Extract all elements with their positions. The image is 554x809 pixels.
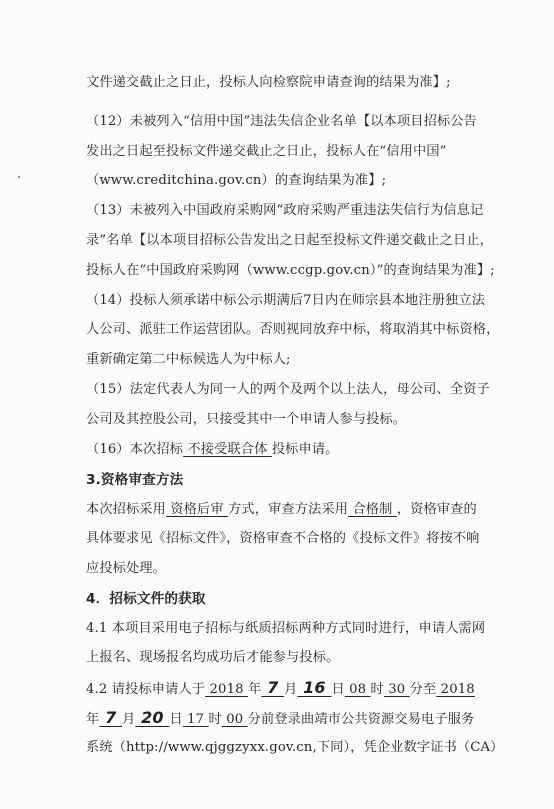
section3-line-2: 具体要求见《招标文件》，资格审查不合格的《投标文件》将按不响 [86,531,480,546]
end-month-fill: 7 [99,708,123,727]
section4-p2-line-1 [86,678,475,700]
start-month-fill: 7 [261,678,285,697]
section4-p1-line-2: 上报名、现场报名均成功后才能参与投标。 [86,650,340,665]
year-label: 年 [248,682,262,697]
minute-to-label: 分至 [409,682,437,697]
text-line-12: 公司及其控股公司，只接受其中一个申请人参与投标。 [86,412,407,427]
day-label: 日 [331,682,345,697]
section4-p2-line-3: 系统（http://www.qjggzyxx.gov.cn,下同），凭企业数字证书（CA） [86,740,504,755]
review-method-fill: 合格制 [348,502,397,517]
year-label-2: 年 [86,712,100,727]
start-minute-fill: 30 [383,682,410,697]
section4-p1-line-1: 4.1 本项目采用电子招标与纸质招标两种方式同时进行，申请人需网 [86,621,486,636]
text-line-11: （15）法定代表人为同一人的两个及两个以上法人，母公司、全资子 [86,382,490,397]
section3-line-3: 应投标处理。 [86,561,167,576]
end-year-fill: 2018 [436,682,475,697]
item16-fill: 不接受联合体 [183,442,272,457]
p2-suffix: 分前登录曲靖市公共资源交易电子服务 [247,712,475,727]
start-hour-fill: 08 [344,682,371,697]
text-line-4: （www.creditchina.gov.cn）的查询结果为准】; [86,173,387,188]
p2-prefix: 4.2 请投标申请人于 [86,682,206,697]
text-line-8: （14）投标人须承诺中标公示期满后7日内在师宗县本地注册独立法 [86,293,486,308]
hour-label-2: 时 [208,712,222,727]
section3-text-a: 本次招标采用 [86,502,167,517]
text-line-16 [86,440,339,460]
end-day-fill: 20 [135,708,170,727]
item16-prefix: （16）本次招标 [86,442,184,457]
hour-label: 时 [370,682,384,697]
end-minute-fill: 00 [221,712,248,727]
month-label-2: 月 [122,712,136,727]
end-hour-fill: 17 [182,712,209,727]
text-line-10: 重新确定第二中标候选人为中标人; [86,352,291,367]
text-line-9: 人公司、派驻工作运营团队。否则视同放弃中标，将取消其中标资格， [86,322,500,337]
section3-heading: 3.资格审查方法 [86,472,184,488]
review-mode-fill: 资格后审 [166,502,229,517]
item16-suffix: 投标申请。 [271,442,339,457]
text-line-1: 文件递交截止之日止，投标人向检察院申请查询的结果为准】; [86,75,451,90]
section3-text-c: ，资格审查的 [396,502,477,517]
section3-line-1 [86,500,477,520]
text-line-2: （12）未被列入“信用中国”违法失信企业名单【以本项目招标公告 [86,114,477,129]
section4-p2-line-2 [86,708,474,730]
day-label-2: 日 [169,712,183,727]
text-line-5: （13）未被列入中国政府采购网“政府采购严重违法失信行为信息记 [86,203,484,218]
start-year-fill: 2018 [205,682,248,697]
text-line-3: 发出之日起至投标文件递交截止之日止，投标人在“信用中国” [86,144,447,159]
section4-heading: 4．招标文件的获取 [86,591,206,607]
start-day-fill: 16 [297,678,332,697]
text-line-7: 投标人在“中国政府采购网（www.ccgp.gov.cn）”的查询结果为准】; [86,263,495,278]
month-label: 月 [284,682,298,697]
text-line-6: 录”名单【以本项目招标公告发出之日起至投标文件递交截止之日止， [86,233,494,248]
scan-speck [18,176,20,178]
section3-text-b: 方式，审查方法采用 [228,502,349,517]
